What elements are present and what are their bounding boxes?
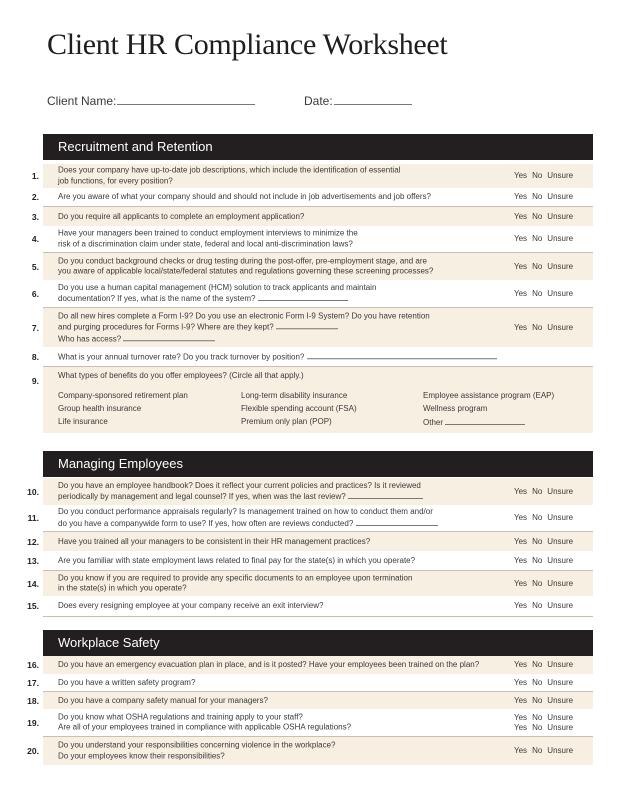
answer-yes[interactable]: Yes — [514, 261, 528, 271]
answer-options — [514, 696, 573, 706]
answer-options — [514, 171, 573, 181]
question-line-text: What types of benefits do you offer employees? (Circle all that apply.) — [58, 371, 304, 380]
question-row-14 — [27, 571, 593, 596]
answer-blank[interactable] — [307, 351, 497, 359]
date-blank[interactable] — [334, 95, 412, 105]
question-line-text: Who has access? — [58, 333, 122, 343]
question-line-text: Are you aware of what your company should and should not include in job advertisements and job offers? — [58, 191, 431, 201]
question-line — [58, 555, 498, 566]
question-line — [58, 267, 498, 278]
answer-yes[interactable]: Yes — [514, 746, 528, 755]
question-line — [58, 601, 498, 612]
date-field[interactable] — [304, 94, 412, 108]
answer-unsure[interactable]: Unsure — [547, 746, 574, 755]
answer-options — [514, 212, 573, 222]
question-number: 11. — [27, 513, 39, 523]
answer-options-line — [514, 513, 573, 523]
question-line — [58, 229, 498, 240]
answer-no[interactable]: No — [532, 677, 543, 687]
answer-yes[interactable]: Yes — [514, 601, 528, 610]
answer-no[interactable]: No — [532, 660, 543, 669]
question-number: 16. — [27, 660, 39, 670]
question-line-text: Do you have an emergency evacuation plan in place, and is it posted? Have your employees been trained on the plan? — [58, 659, 480, 669]
benefit-option-other[interactable] — [423, 417, 525, 428]
answer-yes[interactable]: Yes — [514, 192, 528, 201]
answer-options — [514, 537, 573, 547]
question-number: 4. — [31, 234, 39, 244]
answer-unsure[interactable]: Unsure — [547, 660, 574, 669]
answer-unsure[interactable]: Unsure — [547, 555, 574, 565]
question-row-15 — [27, 596, 593, 617]
question-row-4 — [31, 226, 593, 253]
benefit-option[interactable]: Life insurance — [58, 417, 108, 426]
answer-blank[interactable] — [348, 491, 423, 499]
question-text — [58, 229, 498, 250]
answer-options-line — [514, 678, 573, 688]
answer-options-line — [514, 323, 573, 333]
answer-options-line — [514, 171, 573, 181]
answer-no[interactable]: No — [532, 192, 543, 201]
answer-options — [514, 579, 573, 589]
question-number: 13. — [27, 555, 39, 566]
answer-blank[interactable] — [276, 321, 338, 329]
date-label: Date: — [304, 94, 333, 108]
question-line-text: Do all new hires complete a Form I-9? Do you use an electronic Form I-9 System? Do you have retention — [58, 310, 430, 320]
question-line — [58, 741, 498, 752]
question-line-text: Do you use a human capital management (HCM) solution to track applicants and maintain — [58, 282, 377, 292]
question-row-10 — [27, 478, 593, 505]
question-number: 6. — [31, 288, 39, 299]
answer-options — [514, 487, 573, 497]
question-row-8 — [31, 347, 593, 367]
question-line-text: What is your annual turnover rate? Do you track turnover by position? — [58, 351, 305, 361]
question-line-text: do you have a companywide form to use? If yes, how often are reviews conducted? — [58, 518, 354, 528]
question-number: 8. — [31, 351, 39, 362]
answer-unsure[interactable]: Unsure — [547, 695, 574, 705]
question-line — [58, 211, 498, 222]
question-line-text: Do you conduct background checks or drug testing during the post-offer, pre-employment stage, and are — [58, 256, 427, 265]
question-line — [58, 712, 498, 723]
question-line — [58, 166, 498, 177]
answer-options — [514, 192, 573, 202]
answer-no[interactable]: No — [532, 601, 543, 610]
answer-yes[interactable]: Yes — [514, 211, 528, 221]
question-line-text: documentation? If yes, what is the name of the system? — [58, 294, 256, 303]
answer-options — [514, 234, 573, 244]
answer-unsure[interactable]: Unsure — [547, 601, 574, 610]
question-text — [58, 573, 498, 594]
answer-unsure[interactable]: Unsure — [547, 234, 574, 243]
answer-yes[interactable]: Yes — [514, 322, 528, 332]
question-text — [58, 256, 498, 277]
answer-yes[interactable]: Yes — [514, 234, 528, 243]
answer-unsure[interactable]: Unsure — [547, 712, 574, 722]
question-line-text: and purging procedures for Forms I-9? Where are they kept? — [58, 322, 274, 332]
question-text — [58, 211, 498, 222]
question-text — [58, 351, 498, 363]
question-line — [58, 518, 498, 530]
benefit-option[interactable]: Employee assistance program (EAP) — [423, 391, 555, 400]
answer-blank[interactable] — [123, 333, 215, 341]
question-row-19 — [27, 709, 593, 737]
question-text — [58, 536, 498, 547]
question-line-text: Are all of your employees trained in compliance with applicable OSHA regulations? — [58, 722, 352, 732]
answer-unsure[interactable]: Unsure — [547, 261, 574, 271]
answer-options — [514, 323, 573, 333]
answer-options — [514, 556, 573, 566]
question-line — [58, 481, 498, 492]
answer-unsure[interactable]: Unsure — [547, 578, 574, 588]
question-line-text: job functions, for every position? — [58, 176, 173, 185]
answer-blank[interactable] — [258, 293, 348, 301]
question-number: 18. — [27, 695, 39, 706]
question-line — [58, 351, 498, 363]
answer-yes[interactable]: Yes — [514, 695, 528, 705]
answer-options-line — [514, 660, 573, 670]
answer-no[interactable]: No — [532, 578, 543, 588]
question-number: 3. — [31, 211, 39, 222]
answer-options — [514, 678, 573, 688]
answer-no[interactable]: No — [532, 555, 543, 565]
answer-options-line — [514, 696, 573, 706]
question-row-18 — [27, 692, 593, 709]
answer-no[interactable]: No — [532, 234, 543, 243]
benefit-other-label: Other — [423, 418, 444, 427]
answer-options-line — [514, 262, 573, 272]
answer-unsure[interactable]: Unsure — [547, 513, 574, 522]
question-number: 14. — [27, 578, 39, 589]
answer-yes[interactable]: Yes — [514, 677, 528, 687]
answer-options — [514, 262, 573, 272]
question-row-7 — [31, 308, 593, 347]
question-text — [58, 166, 498, 187]
question-text — [58, 601, 498, 612]
answer-options-line — [514, 289, 573, 299]
question-line-text: Do you have a company safety manual for your managers? — [58, 695, 268, 705]
answer-options-line — [514, 579, 573, 589]
question-line-text: Are you familiar with state employment laws related to final pay for the state(s) in which you operate? — [58, 555, 416, 565]
question-line — [58, 507, 498, 518]
question-row-17 — [27, 674, 593, 692]
question-text — [58, 695, 498, 706]
question-line — [58, 536, 498, 547]
question-line-text: Do your employees know their responsibilities? — [58, 751, 225, 760]
question-line — [58, 573, 498, 584]
question-text — [58, 371, 498, 382]
answer-unsure[interactable]: Unsure — [547, 211, 574, 221]
answer-no[interactable]: No — [532, 261, 543, 271]
client-name-blank[interactable] — [117, 95, 255, 105]
answer-options-line — [514, 212, 573, 222]
question-row-3 — [31, 207, 593, 226]
question-text — [58, 507, 498, 529]
question-line-text: Does your company have up-to-date job descriptions, which include the identification of essential — [58, 165, 401, 175]
answer-yes[interactable]: Yes — [514, 288, 528, 298]
question-row-11 — [27, 505, 593, 532]
answer-no[interactable]: No — [532, 288, 543, 298]
question-number: 17. — [27, 677, 39, 688]
answer-no[interactable]: No — [532, 171, 543, 180]
question-line-text: in the state(s) in which you operate? — [58, 583, 187, 593]
question-number: 12. — [27, 536, 39, 547]
question-line — [58, 584, 498, 595]
question-line — [58, 256, 498, 267]
question-number: 5. — [31, 261, 39, 272]
answer-unsure[interactable]: Unsure — [547, 722, 574, 732]
question-text — [58, 677, 498, 688]
question-text — [58, 712, 498, 733]
benefit-other-blank[interactable] — [445, 417, 525, 425]
question-line-text: Do you know if you are required to provide any specific documents to an employee upon termination — [58, 573, 413, 582]
question-line — [58, 311, 498, 322]
question-row-16 — [27, 656, 593, 674]
question-line — [58, 660, 498, 671]
section-header-recruitment: Recruitment and Retention — [43, 134, 593, 160]
answer-options-line — [514, 234, 573, 244]
question-line-text: Do you have an employee handbook? Does it reflect your current policies and practices? Is it reviewed — [58, 480, 421, 490]
answer-no[interactable]: No — [532, 722, 543, 732]
answer-no[interactable]: No — [532, 746, 543, 755]
question-line — [58, 333, 498, 345]
question-number: 2. — [31, 192, 39, 202]
benefit-option[interactable]: Wellness program — [423, 404, 488, 413]
answer-options-line — [514, 713, 573, 723]
answer-no[interactable]: No — [532, 536, 543, 546]
question-text — [58, 660, 498, 671]
question-number: 1. — [31, 171, 39, 181]
benefit-option[interactable]: Flexible spending account (FSA) — [241, 404, 357, 413]
answer-no[interactable]: No — [532, 695, 543, 705]
question-text — [58, 192, 498, 203]
question-line-text: Does every resigning employee at your company receive an exit interview? — [58, 600, 324, 610]
question-line-text: Do you require all applicants to complete an employment application? — [58, 211, 305, 221]
answer-options-line — [514, 192, 573, 202]
answer-yes[interactable]: Yes — [514, 660, 528, 669]
question-line-text: you aware of applicable local/state/federal statutes and regulations governing these screening processes? — [58, 266, 434, 276]
question-line — [58, 677, 498, 688]
question-row-5 — [31, 253, 593, 280]
question-line-text: Have your managers been trained to conduct employment interviews to minimize the — [58, 228, 358, 238]
benefit-option[interactable]: Premium only plan (POP) — [241, 417, 332, 426]
page-title: Client HR Compliance Worksheet — [47, 28, 448, 61]
answer-options-line — [514, 556, 573, 566]
answer-options-line — [514, 746, 573, 756]
answer-yes[interactable]: Yes — [514, 555, 528, 565]
section-header-safety: Workplace Safety — [43, 630, 593, 656]
question-line — [58, 371, 498, 382]
question-line — [58, 176, 498, 187]
answer-unsure[interactable]: Unsure — [547, 486, 574, 496]
section-header-managing: Managing Employees — [43, 451, 593, 477]
question-row-9 — [31, 367, 593, 433]
question-number: 9. — [31, 376, 39, 386]
answer-options — [514, 746, 573, 756]
answer-options — [514, 289, 573, 299]
benefit-option[interactable]: Company-sponsored retirement plan — [58, 391, 188, 400]
question-line-text: periodically by management and legal counsel? If yes, when was the last review? — [58, 492, 346, 501]
question-line — [58, 192, 498, 203]
question-line-text: Do you conduct performance appraisals regularly? Is management trained on how to conduct them and/or — [58, 507, 433, 516]
benefit-option[interactable]: Group health insurance — [58, 404, 142, 413]
answer-no[interactable]: No — [532, 513, 543, 522]
answer-options — [514, 601, 573, 611]
benefit-option[interactable]: Long-term disability insurance — [241, 391, 348, 400]
question-text — [58, 481, 498, 503]
answer-yes[interactable]: Yes — [514, 513, 528, 522]
answer-unsure[interactable]: Unsure — [547, 536, 574, 546]
question-number: 10. — [27, 486, 39, 497]
answer-options-line — [514, 601, 573, 611]
question-line — [58, 293, 498, 305]
question-row-20 — [27, 737, 593, 765]
question-line — [58, 695, 498, 706]
answer-unsure[interactable]: Unsure — [547, 288, 574, 298]
answer-no[interactable]: No — [532, 322, 543, 332]
answer-yes[interactable]: Yes — [514, 171, 528, 180]
question-number: 15. — [27, 601, 39, 611]
question-text — [58, 555, 498, 566]
answer-unsure[interactable]: Unsure — [547, 192, 574, 201]
answer-options-line — [514, 723, 573, 733]
question-number: 19. — [27, 717, 39, 728]
question-line-text: Do you have a written safety program? — [58, 677, 196, 687]
question-text — [58, 311, 498, 345]
question-line — [58, 283, 498, 294]
question-line-text: Have you trained all your managers to be consistent in their HR management practices? — [58, 536, 371, 546]
answer-no[interactable]: No — [532, 486, 543, 496]
answer-yes[interactable]: Yes — [514, 578, 528, 588]
question-line-text: Do you understand your responsibilities concerning violence in the workplace? — [58, 740, 336, 750]
answer-options-line — [514, 537, 573, 547]
client-name-field[interactable] — [47, 94, 255, 108]
question-line — [58, 723, 498, 734]
answer-options — [514, 713, 573, 733]
answer-options — [514, 513, 573, 523]
answer-yes[interactable]: Yes — [514, 536, 528, 546]
question-row-12 — [27, 532, 593, 551]
question-line — [58, 491, 498, 503]
question-line — [58, 321, 498, 333]
answer-unsure[interactable]: Unsure — [547, 677, 574, 687]
answer-yes[interactable]: Yes — [514, 486, 528, 496]
question-number: 7. — [31, 322, 39, 333]
question-line — [58, 239, 498, 250]
question-line-text: Do you know what OSHA regulations and training apply to your staff? — [58, 712, 303, 721]
question-row-1 — [31, 164, 593, 188]
answer-no[interactable]: No — [532, 712, 543, 722]
question-row-13 — [27, 551, 593, 571]
question-line — [58, 751, 498, 762]
client-name-label: Client Name: — [47, 94, 117, 108]
answer-unsure[interactable]: Unsure — [547, 322, 574, 332]
answer-yes[interactable]: Yes — [514, 722, 528, 732]
question-row-2 — [31, 188, 593, 207]
question-line-text: risk of a discrimination claim under state, federal and local anti-discrimination laws? — [58, 239, 353, 248]
question-text — [58, 283, 498, 305]
question-row-6 — [31, 280, 593, 308]
question-number: 20. — [27, 746, 39, 756]
answer-unsure[interactable]: Unsure — [547, 171, 574, 180]
question-text — [58, 741, 498, 762]
answer-yes[interactable]: Yes — [514, 712, 528, 722]
answer-options — [514, 660, 573, 670]
answer-blank[interactable] — [356, 518, 438, 526]
answer-options-line — [514, 487, 573, 497]
answer-no[interactable]: No — [532, 211, 543, 221]
